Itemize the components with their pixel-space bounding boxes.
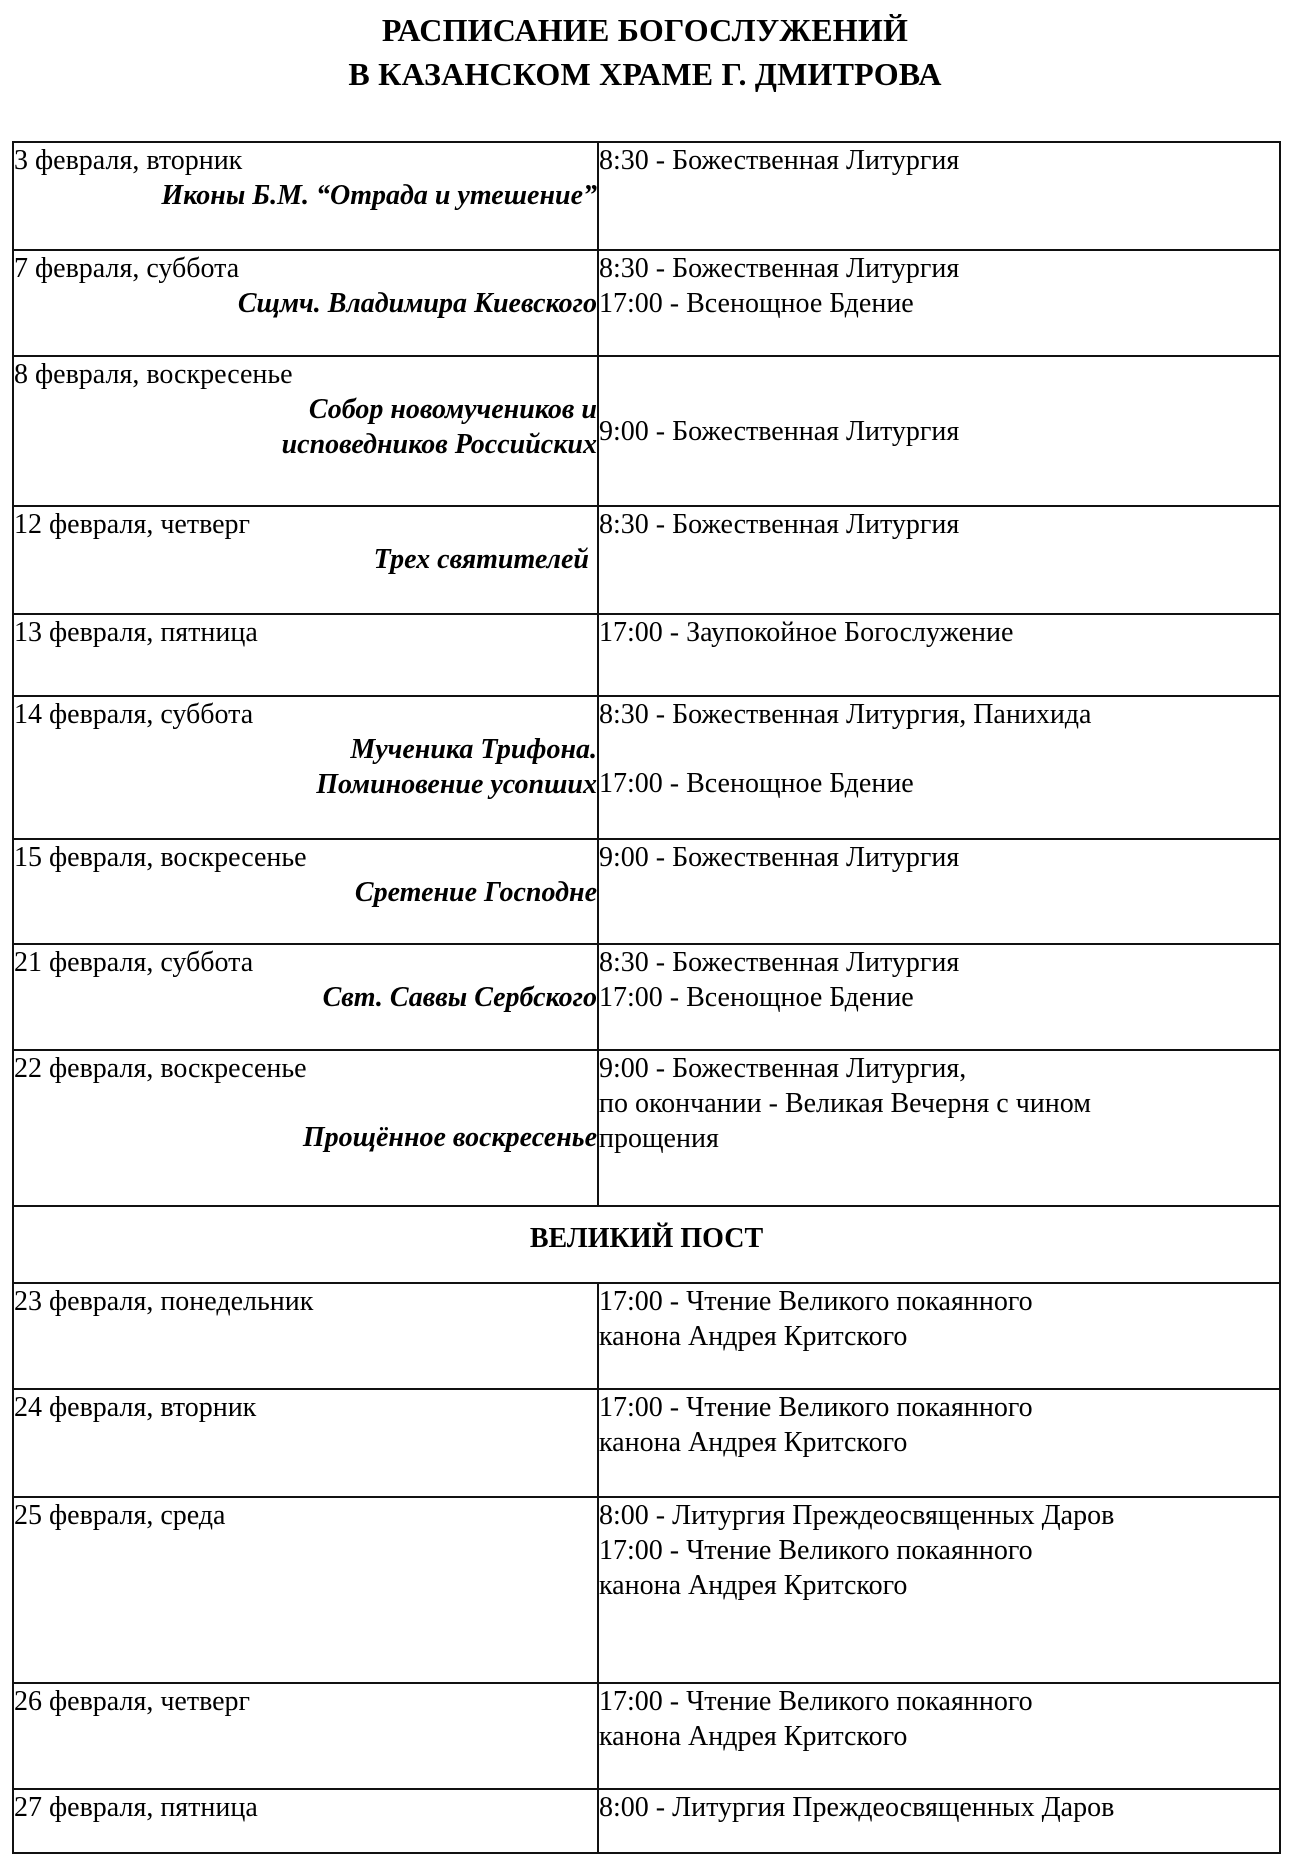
feast-name: Трех святителей [373,544,589,575]
service-date: 27 февраля, пятница [14,1792,258,1823]
feast-name: Сщмч. Владимира Киевского [237,288,597,319]
service-item: по окончании - Великая Вечерня с чином [599,1088,1091,1119]
page-title-line-1: РАСПИСАНИЕ БОГОСЛУЖЕНИЙ [381,12,909,48]
service-date: 14 февраля, суббота [14,699,254,730]
table-row [13,506,1280,614]
service-item: 8:30 - Божественная Литургия, Панихида [599,699,1092,730]
service-date: 7 февраля, суббота [14,253,240,284]
date-cell [13,1283,598,1389]
feast-name: исповедников Российских [281,429,597,460]
date-cell [13,1389,598,1497]
feast-name: Прощённое воскресенье [302,1122,597,1153]
date-cell [13,696,598,839]
table-row [13,1050,1280,1206]
table-row [13,614,1280,696]
feast-name: Сретение Господне [354,877,597,908]
table-row [13,142,1280,250]
service-item: канона Андрея Критского [599,1321,908,1352]
service-item: 17:00 - Всенощное Бдение [599,982,914,1013]
services-cell [598,1683,1280,1789]
date-cell [13,1497,598,1683]
service-item: канона Андрея Критского [599,1570,908,1601]
service-item: канона Андрея Критского [599,1427,908,1458]
feast-name: Свт. Саввы Сербского [322,982,597,1013]
services-cell [598,142,1280,250]
service-date: 13 февраля, пятница [14,617,258,648]
service-date: 8 февраля, воскресенье [14,359,293,390]
table-row [13,696,1280,839]
date-cell [13,250,598,356]
service-item: прощения [599,1123,719,1154]
table-row [13,839,1280,944]
services-cell [598,1789,1280,1853]
services-cell [598,506,1280,614]
services-cell [598,1389,1280,1497]
date-cell [13,839,598,944]
service-date: 26 февраля, четверг [14,1686,251,1717]
services-cell [598,944,1280,1050]
service-item: 17:00 - Заупокойное Богослужение [599,617,1014,648]
date-cell [13,944,598,1050]
service-item: 8:30 - Божественная Литургия [599,253,960,284]
date-cell [13,1050,598,1206]
services-cell [598,1050,1280,1206]
services-cell [598,614,1280,696]
service-date: 12 февраля, четверг [14,509,251,540]
service-date: 15 февраля, воскресенье [14,842,307,873]
service-date: 21 февраля, суббота [14,947,254,978]
schedule-table [12,141,1281,1854]
feast-name: Иконы Б.М. “Отрада и утешение” [161,180,597,211]
services-cell [598,1283,1280,1389]
service-item: 8:00 - Литургия Преждеосвященных Даров [599,1500,1115,1531]
service-date: 22 февраля, воскресенье [14,1053,307,1084]
services-cell [598,696,1280,839]
table-row [13,1789,1280,1853]
table-row [13,1389,1280,1497]
table-row [13,250,1280,356]
page-title-line-2: В КАЗАНСКОМ ХРАМЕ Г. ДМИТРОВА [348,56,942,92]
service-item: 17:00 - Всенощное Бдение [599,768,914,799]
services-cell [598,1497,1280,1683]
service-item: 8:00 - Литургия Преждеосвященных Даров [599,1792,1115,1823]
service-item: 8:30 - Божественная Литургия [599,947,960,978]
services-cell [598,839,1280,944]
service-item: 8:30 - Божественная Литургия [599,145,960,176]
service-item: 17:00 - Чтение Великого покаянного [599,1535,1033,1566]
date-cell [13,1789,598,1853]
section-row [13,1206,1280,1283]
feast-name: Собор новомучеников и [308,394,597,425]
date-cell [13,142,598,250]
service-item: 17:00 - Всенощное Бдение [599,288,914,319]
service-date: 25 февраля, среда [14,1500,226,1531]
table-row [13,1497,1280,1683]
date-cell [13,614,598,696]
services-cell [598,356,1280,506]
service-item: 17:00 - Чтение Великого покаянного [599,1392,1033,1423]
service-item: 9:00 - Божественная Литургия [599,415,960,447]
service-item: 17:00 - Чтение Великого покаянного [599,1286,1033,1317]
service-item: 8:30 - Божественная Литургия [599,509,960,540]
service-item: 9:00 - Божественная Литургия [599,842,960,873]
section-title: ВЕЛИКИЙ ПОСТ [13,1206,1280,1283]
service-date: 3 февраля, вторник [14,145,243,176]
date-cell [13,506,598,614]
service-item: канона Андрея Критского [599,1721,908,1752]
date-cell [13,356,598,506]
table-row [13,944,1280,1050]
table-row [13,356,1280,506]
service-item: 17:00 - Чтение Великого покаянного [599,1686,1033,1717]
table-row [13,1683,1280,1789]
service-item: 9:00 - Божественная Литургия, [599,1053,967,1084]
service-date: 23 февраля, понедельник [14,1286,314,1317]
feast-name: Мученика Трифона. [350,734,597,765]
table-row [13,1283,1280,1389]
feast-name: Поминовение усопших [316,769,597,800]
date-cell [13,1683,598,1789]
services-cell [598,250,1280,356]
service-date: 24 февраля, вторник [14,1392,257,1423]
